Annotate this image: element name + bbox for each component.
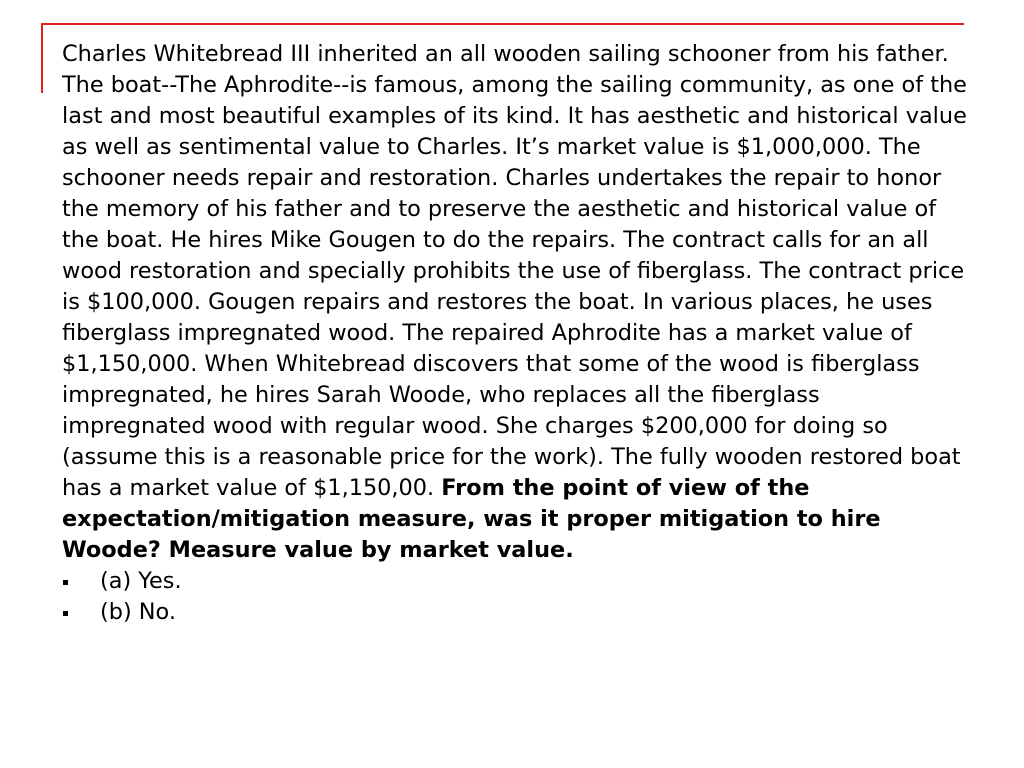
answer-options [62, 566, 967, 628]
question-paragraph [62, 39, 967, 566]
question-text: From the point of view of the expectation/mitigation measure, was it proper mitigation to hire Woode? Measure value by market value. [62, 475, 881, 563]
option-a[interactable] [62, 566, 967, 597]
accent-line-left [41, 23, 43, 93]
slide-content [62, 39, 967, 628]
bullet-icon [63, 580, 68, 585]
bullet-icon [63, 611, 68, 616]
passage-text: Charles Whitebread III inherited an all wooden sailing schooner from his father. The boat--The Aphrodite--is famous, among the sailing community, as one of the last and most beautiful examples of its kind. It has aesthetic and historical value as well as sentimental value to Charles. It’s market value is $1,000,000. The schooner needs repair and restoration. Charles undertakes the repair to honor the memory of his father and to preserve the aesthetic and historical value of the boat. He hires Mike Gougen to do the repairs. The contract calls for an all wood restoration and specially prohibits the use of fiberglass. The contract price is $100,000. Gougen repairs and restores the boat. In various places, he uses fiberglass impregnated wood. The repaired Aphrodite has a market value of $1,150,000. When Whitebread discovers that some of the wood is fiberglass impregnated, he hires Sarah Woode, who replaces all the fiberglass impregnated wood with regular wood. She charges $200,000 for doing so (assume this is a reasonable price for the work). The fully wooden restored boat has a market value of $1,150,00. [62, 41, 967, 501]
option-b-label: (b) No. [100, 599, 176, 625]
option-a-label: (a) Yes. [100, 568, 182, 594]
option-b[interactable] [62, 597, 967, 628]
accent-line-top [41, 23, 964, 25]
